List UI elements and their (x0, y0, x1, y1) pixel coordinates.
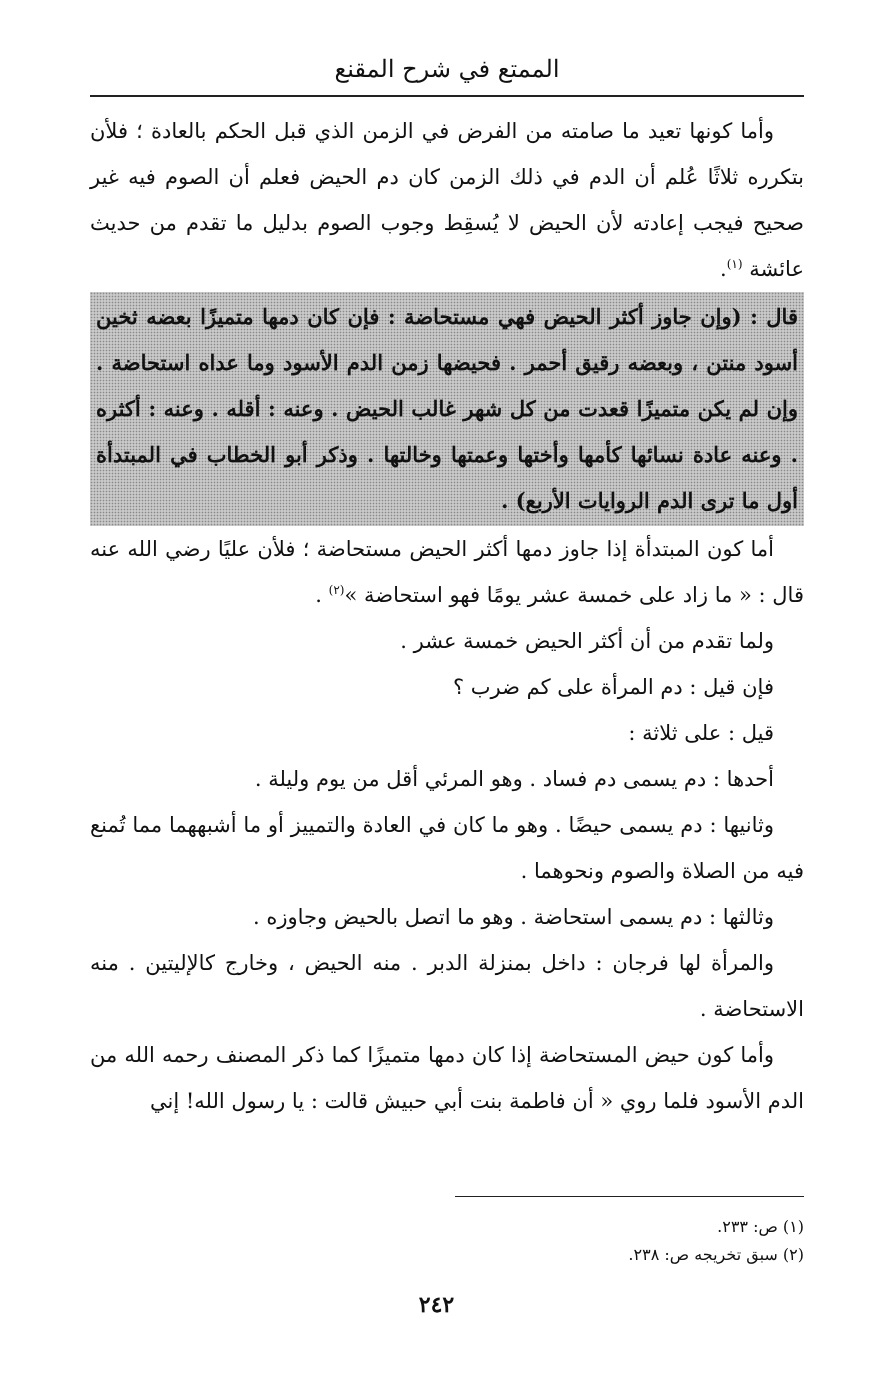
sharh-paragraph-8: والمرأة لها فرجان : داخل بمنزلة الدبر . منه الحيض ، وخارج كالإليتين . منه الاستحاضة . (90, 951, 804, 1021)
sharh-paragraph-9: وأما كون حيض المستحاضة إذا كان دمها متميزًا كما ذكر المصنف رحمه الله من الدم الأسود فلما روي « أن فاطمة بنت أبي حبيش قالت : يا رسول الله! إني (90, 1043, 804, 1113)
sharh-paragraph-1-text: أما كون المبتدأة إذا جاوز دمها أكثر الحيض مستحاضة ؛ فلأن عليًا رضي الله عنه قال : « ما زاد على خمسة عشر يومًا فهو استحاضة » (90, 537, 804, 607)
sharh-paragraph-6: وثانيها : دم يسمى حيضًا . وهو ما كان في العادة والتمييز أو ما أشبههما مما تُمنع فيه من الصلاة والصوم ونحوهما . (90, 813, 804, 883)
footnote-ref-2: (٢) (328, 583, 345, 597)
sharh-paragraph-1 (90, 526, 804, 618)
page-number: ٢٤٢ (418, 1292, 455, 1318)
header-rule (90, 95, 804, 97)
sharh-paragraph-2: ولما تقدم من أن أكثر الحيض خمسة عشر . (400, 629, 774, 653)
footnote-1: (١) ص: ٢٣٣. (717, 1217, 804, 1236)
sharh-paragraph-1-end: . (315, 583, 329, 607)
sharh-paragraph-3: فإن قيل : دم المرأة على كم ضرب ؟ (452, 675, 774, 699)
paragraph-1 (90, 108, 804, 292)
running-head: الممتع في شرح المقنع (334, 55, 560, 83)
footnotes (90, 1213, 804, 1269)
footnote-2: (٢) سبق تخريجه ص: ٢٣٨. (628, 1245, 804, 1264)
paragraph-1-text: وأما كونها تعيد ما صامته من الفرض في الزمن الذي قبل الحكم بالعادة ؛ فلأن بتكرره ثلاثًا عُلم أن الدم في ذلك الزمن كان دم الحيض فعلم أن الصوم فيه غير صحيح فيجب إعادته لأن الحيض لا يُسقِط وجوب الصوم بدليل ما تقدم من حديث عائشة (90, 119, 804, 281)
matn-shaded-block: قال : (وإن جاوز أكثر الحيض فهي مستحاضة : فإن كان دمها متميزًا بعضه ثخين أسود منتن ، وبعضه رقيق أحمر . فحيضها زمن الدم الأسود وما عداه استحاضة . وإن لم يكن متميزًا قعدت من كل شهر غالب الحيض . وعنه : أقله . وعنه : أكثره . وعنه عادة نسائها كأمها وأختها وعمتها وخالتها . وذكر أبو الخطاب في المبتدأة أول ما ترى الدم الروايات الأربع) . (90, 292, 804, 526)
paragraph-1-end: . (720, 257, 727, 281)
sharh-paragraph-5: أحدها : دم يسمى دم فساد . وهو المرئي أقل من يوم وليلة . (254, 767, 774, 791)
main-text (90, 108, 804, 1124)
footnote-rule (455, 1196, 804, 1197)
sharh-paragraph-4: قيل : على ثلاثة : (628, 721, 774, 745)
sharh-paragraph-7: وثالثها : دم يسمى استحاضة . وهو ما اتصل بالحيض وجاوزه . (252, 905, 774, 929)
footnote-ref-1: (١) (726, 257, 743, 271)
